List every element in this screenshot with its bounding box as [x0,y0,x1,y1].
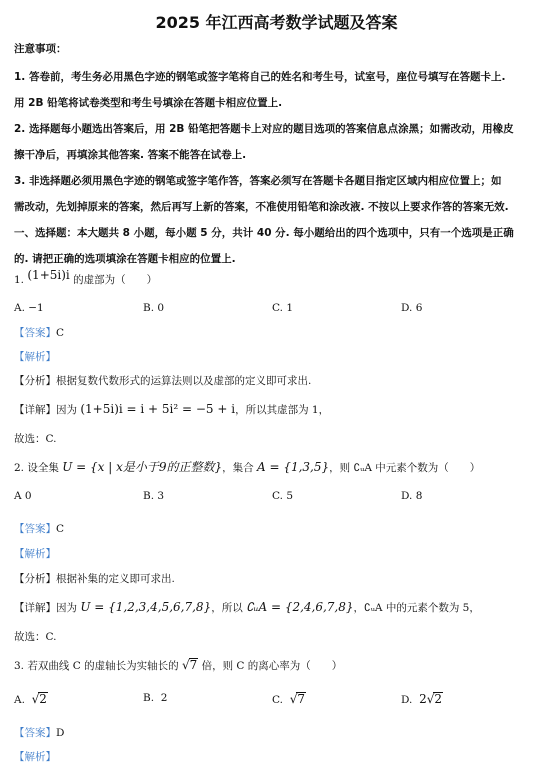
answer-line [14,326,64,340]
question-text: 若双曲线 C 的虚轴长为实轴长的 [27,660,179,672]
question-text: ，则 ∁ᵤA 中元素个数为（ ） [329,462,481,474]
detail-math: U = {1,2,3,4,5,6,7,8} [80,600,212,614]
answer-value: D [56,727,65,739]
option-b: B. 0 [143,302,165,314]
fenxi-text: 根据复数代数形式的运算法则以及虚部的定义即可求出. [56,375,312,387]
analysis-label: 【解析】 [14,548,56,560]
root-value: 2 [39,692,47,706]
answer-label: 【答案】 [14,727,56,739]
root-value: 7 [297,692,305,706]
answer-value: C [56,327,65,339]
option-a: A. √2 [14,692,47,706]
detail-math: ∁ᵤA = {2,4,6,7,8} [246,600,354,614]
detail-line [14,402,329,417]
option-c: C. 1 [272,302,294,314]
root-value: 2 [434,692,443,706]
detail-line [14,600,480,615]
option-b: B. 3 [143,490,165,502]
detail-pre: 因为 [56,602,77,614]
option-label: D. [401,694,413,706]
set-expression: U = {x | x是小于9的正整数} [62,460,223,474]
question-2 [14,460,480,475]
notice-line: 3. 非选择题必须用黑色字迹的钢笔或签字笔作答，答案必须写在答题卡各题目指定区域内相应位置上；如 [14,175,502,187]
option-b [143,692,167,704]
notice-line: 用 2B 铅笔将试卷类型和考生号填涂在答题卡相应位置上. [14,97,283,109]
option-d: D. 6 [401,302,423,314]
question-text: 设全集 [27,462,59,474]
analysis-label: 【解析】 [14,751,56,763]
answer-value: C [56,523,65,535]
option-c: C. 5 [272,490,294,502]
root-value: 7 [189,658,198,672]
page-title: 2025 年江西高考数学试题及答案 [155,13,398,32]
notice-line: 需改动，先划掉原来的答案，然后再写上新的答案，不准使用铅笔和涂改液. 不按以上要求作答的答案无效. [14,201,509,213]
fenxi-label: 【分析】 [14,375,56,387]
question-text: 倍，则 C 的离心率为（ ） [201,660,343,672]
conclusion: 故选：C. [14,631,57,643]
section-heading: 一、选择题：本大题共 8 小题，每小题 5 分，共计 40 分. 每小题给出的四个选项中，只有一个选项是正确 [14,227,514,239]
option-d: D. 8 [401,490,423,502]
fenxi-text: 根据补集的定义即可求出. [56,573,175,585]
section-heading: 的. 请把正确的选项填涂在答题卡相应的位置上. [14,253,236,265]
notice-line: 擦干净后，再填涂其他答案. 答案不能答在试卷上. [14,149,247,161]
option-value: 2 [160,692,168,704]
fenxi-line [14,374,311,388]
question-number: 3. [14,660,25,672]
option-a: A. −1 [14,302,44,314]
fenxi-line [14,572,175,586]
detail-label: 【详解】 [14,602,56,614]
answer-label: 【答案】 [14,327,56,339]
option-label: A. [14,694,25,706]
set-a-expression: A = {1,3,5} [256,460,330,474]
question-3: 3. 若双曲线 C 的虚轴长为实轴长的 √7 倍，则 C 的离心率为（ ） [14,658,343,672]
option-coef: 2 [419,692,427,706]
fenxi-label: 【分析】 [14,573,56,585]
option-c: C. √7 [272,692,305,706]
option-a: A 0 [14,490,32,502]
option-label: B. [143,692,155,704]
option-label: C. [272,694,283,706]
detail-post: ，所以其虚部为 1， [235,404,330,416]
notice-line: 1. 答卷前，考生务必用黑色字迹的钢笔或签字笔将自己的姓名和考生号，试室号，座位号填写在答题卡上. [14,71,506,83]
analysis-label: 【解析】 [14,351,56,363]
question-text: ，集合 [222,462,254,474]
option-d: D. 2√2 [401,692,443,706]
detail-math: (1+5i)i = i + 5i² = −5 + i [80,402,236,416]
answer-label: 【答案】 [14,523,56,535]
question-1 [14,268,158,287]
question-number: 1. [14,274,25,286]
question-number: 2. [14,462,25,474]
detail-post: ，∁ᵤA 中的元素个数为 5， [353,602,480,614]
detail-label: 【详解】 [14,404,56,416]
detail-pre: 因为 [56,404,77,416]
answer-line [14,522,64,536]
notice-line: 2. 选择题每小题选出答案后，用 2B 铅笔把答题卡上对应的题目选项的答案信息点涂黑；如需改动，用橡皮 [14,123,514,135]
conclusion: 故选：C. [14,433,57,445]
answer-line [14,726,64,740]
question-expression: (1+5i)i [27,268,70,282]
question-text: 的虚部为（ ） [73,274,158,286]
detail-mid: ，所以 [211,602,243,614]
notice-heading: 注意事项： [14,43,67,55]
